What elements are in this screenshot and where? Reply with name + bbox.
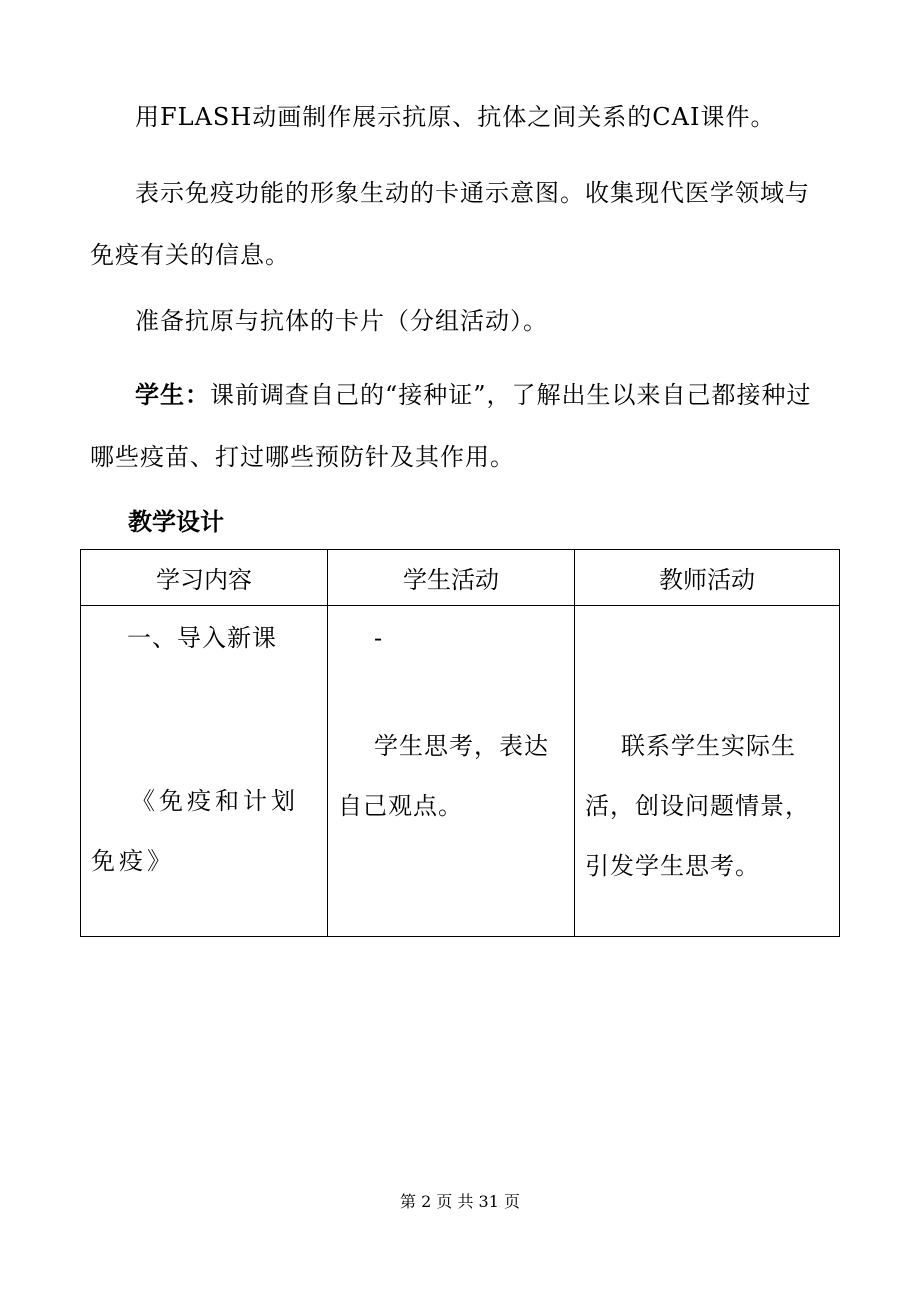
student-prep-text: 课前调查自己的“接种证”，了解出生以来自己都接种过哪些疫苗、打过哪些预防针及其作用。 (90, 381, 812, 471)
cell-teacher-activity (575, 606, 840, 937)
table-header-row (81, 550, 840, 606)
cell-learning-content (81, 606, 328, 937)
content-heading: 一、导入新课 (127, 624, 277, 652)
student-activity-text: 学生思考，表达自己观点。 (338, 732, 549, 820)
content-topic: 《免疫和计划免疫》 (91, 787, 299, 875)
student-label: 学生： (135, 380, 210, 409)
cell-student-activity (328, 606, 575, 937)
teacher-activity-text: 联系学生实际生活，创设问题情景，引发学生思考。 (585, 732, 810, 880)
lesson-design-table (80, 549, 840, 937)
section-title: 教学设计 (128, 507, 224, 536)
paragraph-cartoon-diagram: 表示免疫功能的形象生动的卡通示意图。收集现代医学领域与免疫有关的信息。 (90, 179, 810, 269)
paragraph-cards: 准备抗原与抗体的卡片（分组活动）。 (135, 307, 548, 335)
page-footer: 第 2 页 共 31 页 (400, 1192, 520, 1211)
header-teacher-activity: 教师活动 (575, 550, 840, 606)
header-student-activity: 学生活动 (328, 550, 575, 606)
paragraph-courseware: 用FLASH动画制作展示抗原、抗体之间关系的CAI课件。 (135, 103, 776, 131)
table-row (81, 606, 840, 937)
paragraph-student-prep (90, 364, 830, 488)
header-learning-content: 学习内容 (81, 550, 328, 606)
student-dash: - (374, 624, 384, 652)
